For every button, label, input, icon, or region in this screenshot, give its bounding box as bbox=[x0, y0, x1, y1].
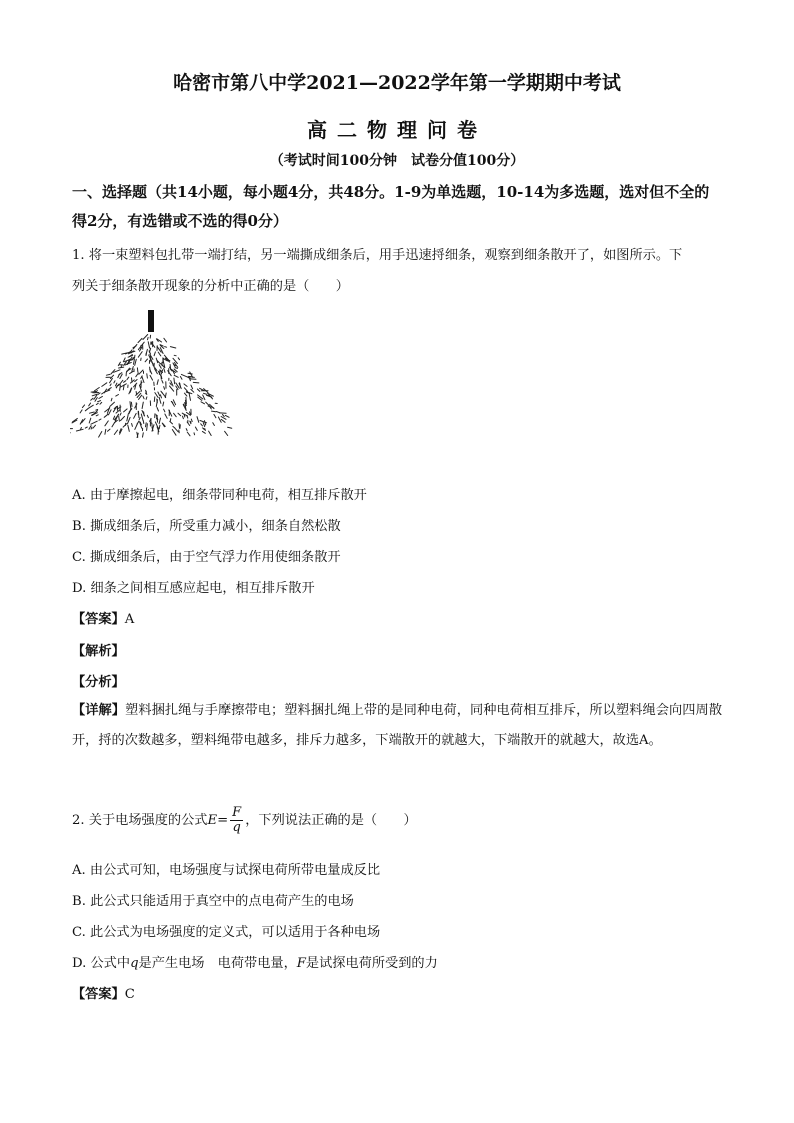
strip-strand bbox=[91, 398, 93, 400]
strip-strand bbox=[174, 355, 176, 356]
strip-strand bbox=[110, 402, 115, 406]
strip-knot bbox=[148, 310, 154, 332]
strip-strand bbox=[180, 377, 182, 380]
strip-strand bbox=[127, 415, 128, 421]
strip-strand bbox=[173, 358, 177, 363]
strip-strand bbox=[135, 424, 138, 429]
strip-strand bbox=[178, 413, 181, 416]
strip-strand bbox=[99, 396, 103, 398]
q1-option-c: C. 撕成细条后，由于空气浮力作用使细条散开 bbox=[72, 550, 341, 565]
strip-strand bbox=[158, 352, 161, 356]
strip-strand bbox=[85, 409, 88, 411]
q1-option-d: D. 细条之间相互感应起电，相互排斥散开 bbox=[72, 581, 315, 596]
strip-strand bbox=[170, 386, 174, 391]
strip-strand bbox=[116, 386, 117, 388]
strip-strand bbox=[111, 398, 112, 401]
strip-strand bbox=[130, 402, 131, 409]
strip-strand bbox=[214, 414, 216, 417]
strip-strand bbox=[113, 416, 114, 419]
strip-strand bbox=[142, 402, 143, 408]
strip-strand bbox=[136, 392, 137, 395]
q2-option-a: A. 由公式可知，电场强度与试探电荷所带电量成反比 bbox=[72, 863, 381, 878]
strip-strand bbox=[223, 415, 225, 417]
strip-strand bbox=[202, 431, 205, 433]
q2-option-d-q: q bbox=[130, 956, 139, 971]
strip-strand bbox=[152, 362, 154, 364]
strip-strand bbox=[131, 402, 132, 406]
strip-strand bbox=[132, 367, 134, 372]
strip-strand bbox=[164, 409, 165, 412]
strip-strand bbox=[181, 374, 187, 377]
q1-option-b: B. 撕成细条后，所受重力减小，细条自然松散 bbox=[72, 519, 341, 534]
q1-option-a: A. 由于摩擦起电，细条带同种电荷，相互排斥散开 bbox=[72, 488, 367, 503]
strip-strand bbox=[147, 374, 148, 378]
strip-strand bbox=[160, 348, 163, 354]
strip-strand bbox=[165, 347, 167, 348]
strip-strand bbox=[89, 403, 91, 406]
strip-strand bbox=[162, 370, 163, 372]
strip-strand bbox=[93, 425, 96, 428]
strip-strand bbox=[147, 424, 148, 431]
strip-strand bbox=[100, 402, 102, 404]
strip-strand bbox=[130, 371, 133, 373]
formula-fraction bbox=[230, 806, 243, 835]
q1-stem-line2: 列关于细条散开现象的分析中正确的是（ ） bbox=[72, 279, 349, 294]
q2-option-d-post: 是试探电荷所受到的力 bbox=[305, 956, 438, 971]
q2-option-d-F: F bbox=[296, 956, 306, 971]
strip-strand bbox=[204, 393, 207, 394]
strip-strand bbox=[201, 424, 203, 426]
strip-strand bbox=[221, 417, 226, 420]
strip-strand bbox=[186, 429, 187, 431]
strip-strand bbox=[208, 396, 212, 398]
strip-strand bbox=[124, 381, 126, 383]
formula-denominator: q bbox=[232, 820, 241, 835]
q2-stem-suffix: ，下列说法正确的是（ ） bbox=[245, 813, 417, 828]
strip-strand bbox=[114, 430, 117, 435]
strip-strand bbox=[160, 395, 161, 398]
strip-strand bbox=[187, 432, 190, 436]
strip-strand bbox=[104, 414, 108, 417]
formula-lhs: E bbox=[207, 813, 218, 828]
plastic-strips-figure bbox=[70, 308, 250, 438]
strip-strand bbox=[123, 424, 127, 428]
strip-strand bbox=[89, 418, 91, 423]
q1-analysis-tag: 【解析】 bbox=[72, 644, 125, 659]
q1-answer bbox=[72, 608, 134, 627]
strip-strand bbox=[174, 378, 175, 384]
strip-strand bbox=[225, 415, 229, 417]
strip-strand bbox=[99, 419, 101, 420]
q2-stem bbox=[72, 806, 417, 835]
strip-strand bbox=[137, 421, 139, 424]
strip-strand bbox=[213, 423, 215, 426]
strip-strand bbox=[175, 428, 178, 432]
strip-strand bbox=[165, 414, 167, 418]
strip-strand bbox=[157, 415, 158, 422]
strip-strand bbox=[218, 417, 221, 422]
strip-strand bbox=[174, 375, 178, 377]
strip-strand bbox=[150, 367, 151, 372]
strip-strand bbox=[110, 378, 113, 382]
formula-eq: = bbox=[217, 813, 229, 828]
strip-strand bbox=[170, 365, 171, 370]
q1-answer-tag: 【答案】 bbox=[72, 612, 125, 627]
strip-strand bbox=[228, 427, 232, 428]
strip-strand bbox=[98, 401, 101, 402]
strip-strand bbox=[91, 427, 92, 429]
strip-strand bbox=[193, 382, 199, 383]
strip-strand bbox=[162, 392, 166, 397]
strip-strand bbox=[184, 384, 187, 387]
strip-strand bbox=[170, 419, 171, 422]
strip-strand bbox=[99, 432, 102, 438]
strip-strand bbox=[128, 425, 130, 431]
strip-strand bbox=[120, 385, 121, 391]
strip-strand bbox=[163, 402, 164, 406]
strip-strand bbox=[110, 375, 113, 378]
q1-detail bbox=[72, 696, 722, 756]
strip-strand bbox=[184, 393, 187, 396]
strip-strand bbox=[116, 383, 117, 386]
strip-strand bbox=[221, 419, 225, 422]
strip-strand bbox=[173, 426, 175, 428]
strip-strand bbox=[138, 352, 142, 358]
strip-strand bbox=[136, 373, 139, 377]
section-heading: 一、选择题（共14小题，每小题4分，共48分。1-9为单选题，10-14为多选题，选对但不全的得2分，有选错或不选的得0分） bbox=[72, 183, 710, 230]
strip-strand bbox=[143, 396, 144, 399]
strip-strand bbox=[154, 397, 155, 402]
q1-detail-text: 塑料捆扎绳与手摩擦带电；塑料捆扎绳上带的是同种电荷，同种电荷相互排斥，所以塑料绳会向四周散开，捋的次数越多，塑料绳带电越多，排斥力越多，下端散开的就越大，下端散开的就越大，故选A。 bbox=[72, 703, 723, 748]
strip-strand bbox=[195, 427, 197, 430]
strip-strand bbox=[135, 359, 137, 365]
strip-strand bbox=[143, 433, 144, 437]
strip-strand bbox=[108, 429, 111, 431]
strip-strand bbox=[205, 421, 206, 425]
strip-strand bbox=[201, 402, 205, 404]
strip-strand bbox=[96, 410, 98, 411]
strip-strand bbox=[141, 414, 143, 420]
strip-strand bbox=[98, 393, 100, 394]
strip-strand bbox=[156, 358, 158, 363]
strip-strand bbox=[189, 394, 190, 401]
q2-option-d-pre: D. 公式中 bbox=[72, 956, 131, 971]
strip-strand bbox=[120, 413, 121, 415]
q2-option-d bbox=[72, 952, 438, 971]
strip-strand bbox=[147, 415, 148, 417]
strip-strand bbox=[150, 375, 153, 380]
strip-strand bbox=[80, 410, 82, 413]
strip-strand bbox=[184, 388, 187, 391]
strip-strand bbox=[191, 389, 194, 392]
strip-strand bbox=[127, 377, 129, 380]
strip-strand bbox=[108, 388, 112, 390]
strip-strand bbox=[134, 413, 137, 418]
strip-strand bbox=[210, 407, 211, 409]
strip-strand bbox=[206, 402, 210, 406]
strip-strand bbox=[138, 348, 139, 350]
strip-strand bbox=[170, 347, 175, 348]
q2-option-b: B. 此公式只能适用于真空中的点电荷产生的电场 bbox=[72, 894, 354, 909]
strip-strand bbox=[120, 374, 123, 379]
strip-strand bbox=[174, 413, 177, 416]
strip-strand bbox=[148, 337, 149, 339]
strip-strand bbox=[149, 348, 150, 352]
strip-strand bbox=[116, 395, 119, 397]
strip-strand bbox=[139, 370, 143, 374]
q1-fenxi-tag: 【分析】 bbox=[72, 675, 125, 690]
strip-strand bbox=[132, 424, 133, 427]
strip-strand bbox=[105, 421, 108, 426]
strip-strand bbox=[197, 389, 199, 391]
strip-strand bbox=[158, 392, 160, 396]
q2-option-c: C. 此公式为电场强度的定义式，可以适用于各种电场 bbox=[72, 925, 381, 940]
strip-strand bbox=[157, 380, 158, 385]
strip-strand bbox=[164, 368, 165, 372]
strip-strand bbox=[190, 412, 191, 415]
strip-strand bbox=[168, 371, 172, 376]
strip-strand bbox=[157, 408, 159, 412]
strip-strand bbox=[85, 427, 87, 428]
strip-strand bbox=[142, 376, 144, 382]
strip-strand bbox=[134, 359, 135, 364]
strip-strand bbox=[159, 365, 161, 369]
q1-detail-tag: 【详解】 bbox=[72, 703, 126, 718]
strip-strand bbox=[186, 397, 187, 403]
strip-strand bbox=[82, 405, 84, 408]
strip-strand bbox=[102, 383, 107, 387]
strip-strand bbox=[114, 381, 115, 383]
strip-strand bbox=[153, 425, 154, 428]
strip-strand bbox=[76, 429, 83, 431]
strip-strand bbox=[105, 429, 106, 434]
q2-answer bbox=[72, 983, 135, 1002]
strip-strand bbox=[173, 400, 175, 405]
school-title: 哈密市第八中学2021—2022学年第一学期期中考试 bbox=[173, 72, 621, 94]
strip-strand bbox=[146, 397, 147, 399]
strip-strand bbox=[119, 416, 120, 421]
q2-stem-prefix: 2. 关于电场强度的公式 bbox=[72, 813, 208, 828]
strip-strand bbox=[175, 368, 177, 369]
strip-strand bbox=[159, 425, 160, 429]
strip-strand bbox=[183, 416, 184, 419]
strip-strand bbox=[145, 359, 147, 362]
q2-answer-value: C bbox=[124, 987, 135, 1002]
strip-strand bbox=[159, 398, 161, 404]
strip-strand bbox=[143, 335, 148, 340]
strip-strand bbox=[106, 374, 110, 375]
paper-title: 高二物理问卷 bbox=[307, 118, 487, 142]
exam-info: （考试时间100分钟 试卷分值100分） bbox=[269, 153, 525, 169]
q1-stem-line1: 1. 将一束塑料包扎带一端打结，另一端撕成细条后，用手迅速捋细条，观察到细条散开了，如图所示。下 bbox=[72, 248, 683, 263]
strip-strand bbox=[146, 423, 147, 427]
strip-strand bbox=[155, 393, 158, 398]
strip-strand bbox=[170, 383, 172, 385]
strip-strand bbox=[209, 431, 212, 435]
strip-strand bbox=[164, 338, 167, 342]
strip-strand bbox=[197, 417, 199, 423]
strip-strand bbox=[172, 430, 176, 436]
strip-strand bbox=[148, 342, 149, 348]
strip-strand bbox=[124, 409, 128, 412]
strip-strand bbox=[138, 338, 142, 342]
strip-strand bbox=[135, 380, 137, 382]
strip-strand bbox=[154, 352, 155, 356]
strip-strand bbox=[191, 419, 192, 421]
strip-strand bbox=[91, 421, 97, 424]
strip-strand bbox=[164, 387, 165, 390]
strip-strand bbox=[90, 412, 95, 413]
strip-strand bbox=[159, 418, 160, 424]
strip-strand bbox=[128, 417, 131, 423]
strip-strand bbox=[96, 403, 98, 404]
strip-strand bbox=[119, 367, 124, 368]
strip-strand bbox=[121, 416, 125, 420]
strip-strand bbox=[156, 400, 157, 407]
formula-numerator: F bbox=[232, 805, 242, 820]
strip-strand bbox=[94, 388, 99, 391]
strip-strand bbox=[191, 385, 193, 389]
strip-strand bbox=[178, 358, 179, 360]
strip-strand bbox=[96, 415, 98, 416]
strip-strand bbox=[225, 431, 228, 435]
q1-answer-value: A bbox=[124, 612, 135, 627]
strip-strand bbox=[137, 368, 138, 372]
strip-strand bbox=[132, 378, 133, 382]
strip-strands bbox=[70, 335, 232, 439]
strip-strand bbox=[212, 411, 216, 412]
strip-strand bbox=[131, 350, 132, 352]
strip-strand bbox=[143, 420, 144, 423]
strip-strand bbox=[194, 433, 195, 435]
strip-strand bbox=[110, 384, 111, 386]
q2-answer-tag: 【答案】 bbox=[72, 987, 125, 1002]
strip-strand bbox=[203, 423, 205, 427]
q2-option-d-mid: 是产生电场 电荷带电量， bbox=[138, 956, 297, 971]
strip-strand bbox=[162, 381, 163, 384]
